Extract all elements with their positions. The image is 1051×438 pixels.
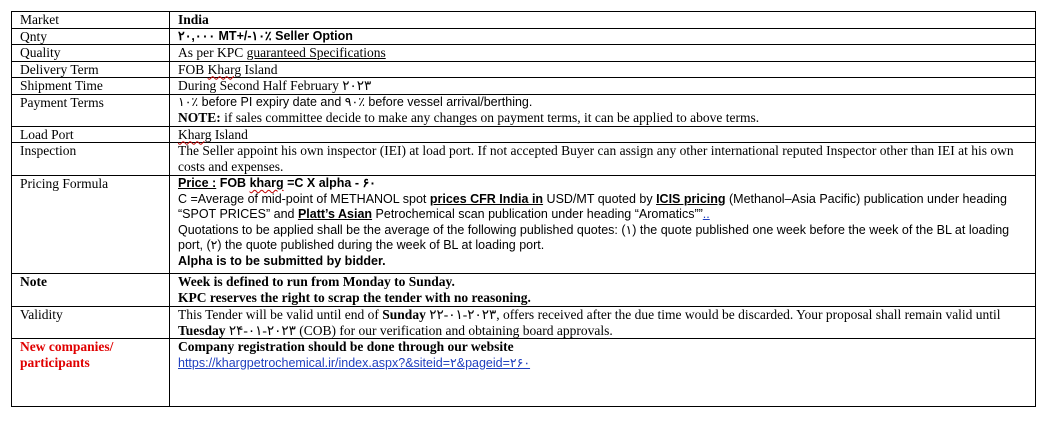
row-payment-terms [12,94,1036,126]
pricing-price-fob: FOB [216,176,250,190]
row-qnty [12,28,1036,45]
label-inspection: Inspection [12,143,170,176]
label-market: Market [12,12,170,29]
quality-specifications: guaranteed Specifications [246,45,386,60]
note-line-1: Week is defined to run from Monday to Sunday. [178,274,455,289]
registration-text: Company registration should be done through our website [178,339,514,354]
pricing-c-prefix: C =Average of mid-point of METHANOL spot [178,191,430,206]
pricing-c-mid1: USD/MT quoted by [543,191,657,206]
row-quality [12,45,1036,62]
quality-prefix: As per KPC [178,45,247,60]
value-new-companies [170,339,1036,407]
delivery-suffix: Island [241,61,278,77]
pricing-c-mid2: (Methanol–Asia Pacific) publication under heading “SPOT PRICES” and [178,191,1007,221]
pricing-c-end: ” [698,207,703,221]
pricing-c-mid3: Petrochemical scan publication under heading “Aromatics” [372,207,699,221]
row-validity [12,307,1036,339]
pricing-price-kharg: kharg [249,176,284,190]
validity-sunday: Sunday [382,307,426,322]
label-load-port: Load Port [12,126,170,143]
row-new-companies [12,339,1036,407]
label-shipment-time: Shipment Time [12,78,170,95]
pricing-c-definition [178,192,1031,223]
payment-note [178,110,1035,126]
value-delivery-term [170,61,1036,78]
label-payment-terms: Payment Terms [12,94,170,126]
row-pricing-formula [12,176,1036,274]
label-note: Note [12,274,170,307]
value-note [170,274,1036,307]
row-delivery-term [12,61,1036,78]
value-quality [170,45,1036,62]
row-note [12,274,1036,307]
validity-t1: This Tender will be valid until end of [178,307,383,322]
load-port-kharg: Kharg [178,126,212,142]
tender-table-container [11,11,1036,407]
row-inspection [12,143,1036,176]
payment-note-text: if sales committee decide to make any changes on payment terms, it can be applied to above terms. [220,110,760,125]
value-pricing-formula [170,176,1036,274]
label-pricing-formula: Pricing Formula [12,176,170,274]
row-shipment-time [12,78,1036,95]
pricing-price-label: Price : [178,176,217,190]
note-line-2: KPC reserves the right to scrap the tender with no reasoning. [178,289,531,305]
value-load-port [170,126,1036,143]
pricing-price-line [178,176,1031,192]
payment-line: ۱۰٪ before PI expiry date and ۹۰٪ before vessel arrival/berthing. [178,94,533,109]
value-validity [170,307,1036,339]
pricing-icis: ICIS pricing [656,191,726,206]
pricing-quotations: Quotations to be applied shall be the average of the following published quotes: (۱) the quote published one week before the week of the BL at loading port, (۲) the quote published during the week of BL at loading port. [178,222,1010,252]
pricing-c-dots: .. [702,207,710,221]
pricing-prices-cfr-india: prices CFR India in [429,191,544,206]
value-qnty: ۲۰,۰۰۰ MT+/-۱۰٪ Seller Option [170,28,1036,45]
pricing-alpha: Alpha is to be submitted by bidder. [178,253,386,268]
pricing-platts: Platt’s Asian [297,207,373,221]
label-new-companies: New companies/ participants [12,339,170,407]
validity-t2: ۲۲-۰۱-۲۰۲۳, offers received after the due time would be discarded. Your proposal shall remain valid until [425,307,1001,322]
value-inspection: The Seller appoint his own inspector (IEI) at load port. If not accepted Buyer can assign any other international reputed Inspector other than IEI at his own costs and expenses. [170,143,1036,176]
row-load-port [12,126,1036,143]
load-port-suffix: Island [211,126,248,142]
value-market: India [170,12,1036,29]
delivery-kharg: Kharg [207,61,242,77]
label-quality: Quality [12,45,170,62]
validity-t3: ۲۴-۰۱-۲۰۲۳ [225,322,296,338]
row-market [12,12,1036,29]
value-payment-terms [170,94,1036,126]
label-delivery-term: Delivery Term [12,61,170,78]
registration-website-link[interactable]: https://khargpetrochemical.ir/index.aspx?&siteid=۲&pageid=۲۶۰ [178,355,531,370]
validity-t4: (COB) for our verification and obtaining board approvals. [295,322,613,338]
value-shipment-time: During Second Half February ۲۰۲۳ [170,78,1036,95]
label-validity: Validity [12,307,170,339]
tender-terms-table [11,11,1036,407]
payment-note-label: NOTE: [178,110,221,125]
label-qnty: Qnty [12,28,170,45]
pricing-price-formula: =C X alpha - ۶۰ [283,176,376,190]
delivery-prefix: FOB [178,61,208,77]
validity-tuesday: Tuesday [178,322,226,338]
